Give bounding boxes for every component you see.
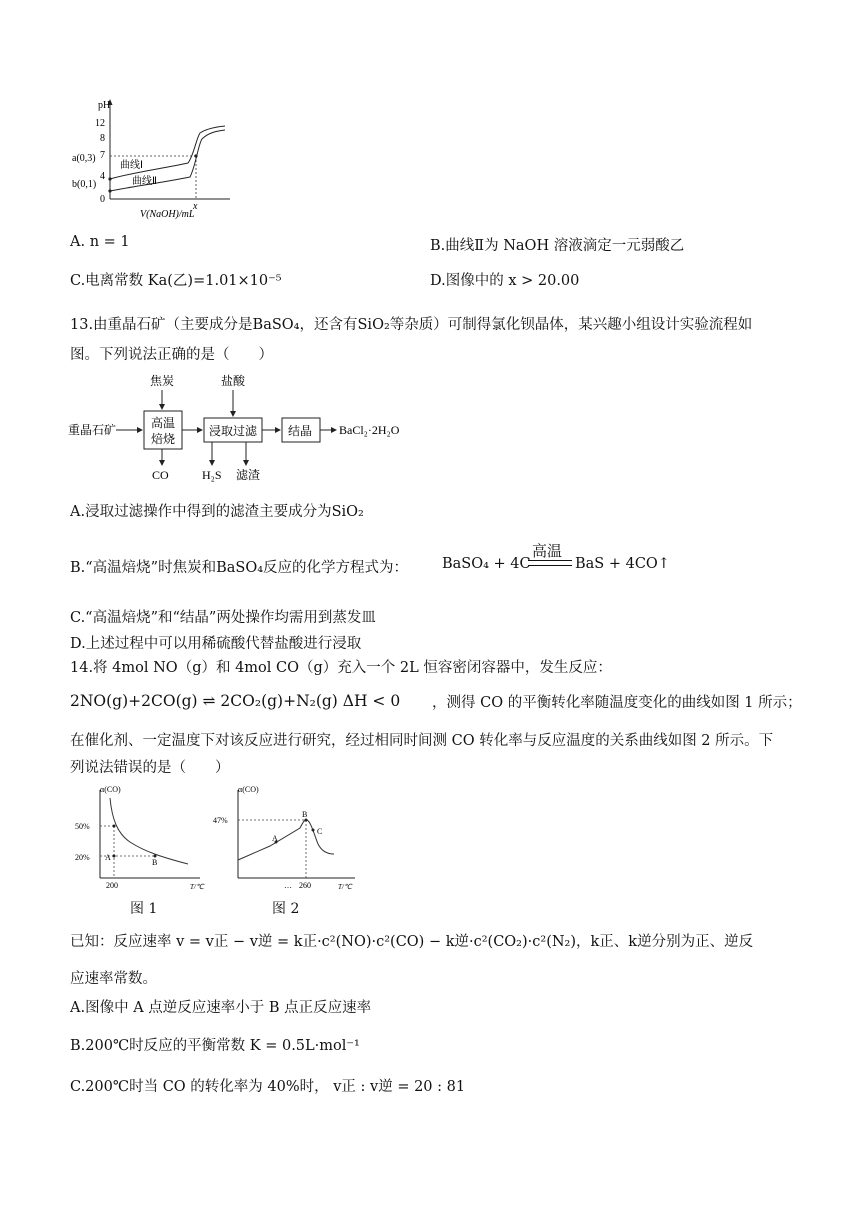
fig1-curve: [110, 798, 188, 864]
flow-output2b: 滤渣: [236, 468, 261, 482]
q12-curve1-label: 曲线Ⅰ: [120, 160, 143, 171]
q14-stem-line4: 列说法错误的是（ ）: [70, 760, 230, 776]
flow-output2a: H₂S: [202, 468, 222, 482]
q13-option-b-eq-right: BaS + 4CO↑: [575, 556, 670, 572]
q12-point-a: a(0,3): [72, 153, 96, 164]
fig2-point-a: A: [272, 834, 278, 843]
q14-figure-2: [210, 784, 360, 894]
q14-known-line1: 已知：反应速率 v = v正 − v逆 = k正·c²(NO)·c²(CO) − k逆·c²(CO₂)·c²(N₂)，k正、k逆分别为正、逆反: [70, 934, 754, 950]
q12-option-a: A. n = 1: [70, 234, 130, 250]
fig2-y-47: 47%: [213, 816, 228, 825]
q13-option-b-eq-sign: [528, 560, 572, 566]
q12-ytick-7: 7: [100, 150, 105, 161]
fig1-caption: 图 1: [130, 901, 158, 917]
q13-option-a: A.浸取过滤操作中得到的滤渣主要成分为SiO₂: [70, 504, 364, 520]
q13-option-b-eq-condition: 高温: [532, 542, 563, 560]
fig2-x-260: 260: [299, 881, 311, 890]
q14-stem-line3: 在催化剂、一定温度下对该反应进行研究，经过相同时间测 CO 转化率与反应温度的关系曲线如图 2 所示。下: [70, 733, 774, 749]
q12-titration-graph: [70, 95, 240, 225]
q14-known-line2: 应速率常数。: [70, 971, 157, 987]
q14-option-b: B.200℃时反应的平衡常数 K = 0.5L·mol⁻¹: [70, 1038, 360, 1054]
q12-option-d: D.图像中的 x > 20.00: [430, 273, 580, 289]
q12-ytick-4: 4: [100, 171, 105, 182]
q14-figure-1: [70, 784, 210, 894]
fig2-y-label: α(CO): [238, 785, 259, 794]
flow-box2-label: 浸取过滤: [209, 424, 258, 438]
fig1-y-20: 20%: [75, 853, 90, 862]
q14-equation: 2NO(g)+2CO(g) ⇌ 2CO₂(g)+N₂(g) ΔH < 0: [70, 692, 401, 710]
q13-stem-line2: 图。下列说法正确的是（ ）: [70, 347, 273, 363]
q12-curve2-label: 曲线Ⅱ: [132, 176, 157, 187]
q14-option-c: C.200℃时当 CO 的转化率为 40%时， v正 : v逆 = 20 : 81: [70, 1079, 466, 1095]
q13-option-b-prefix: B.“高温焙烧”时焦炭和BaSO₄反应的化学方程式为：: [70, 560, 409, 576]
fig1-x-200: 200: [106, 881, 118, 890]
flow-product: BaCl₂·2H₂O: [339, 423, 400, 437]
q12-ytick-8: 8: [100, 133, 105, 144]
flow-box1-line2: 焙烧: [151, 432, 176, 446]
flow-input2: 盐酸: [221, 374, 246, 388]
fig1-y-50: 50%: [75, 822, 90, 831]
q12-option-c: C.电离常数 Ka(乙)=1.01×10⁻⁵: [70, 273, 282, 289]
q13-option-c: C.“高温焙烧”和“结晶”两处操作均需用到蒸发皿: [70, 610, 376, 626]
q13-option-d: D.上述过程中可以用稀硫酸代替盐酸进行浸取: [70, 636, 362, 652]
q12-x-mark: x: [193, 201, 198, 212]
flow-start: 重晶石矿: [68, 423, 117, 437]
flow-box1-line1: 高温: [151, 416, 176, 430]
q13-option-b-eq-left: BaSO₄ + 4C: [442, 556, 531, 572]
fig2-x-label: T/℃: [338, 883, 352, 891]
q13-flow-diagram: [66, 372, 416, 484]
q12-y-axis-label: pH: [98, 100, 111, 111]
flow-box3-label: 结晶: [288, 424, 313, 438]
fig2-point-b: B: [302, 810, 308, 819]
q12-ytick-12: 12: [95, 118, 105, 129]
q12-curve-1: [110, 126, 225, 179]
flow-output1: CO: [152, 468, 169, 482]
q12-option-b: B.曲线Ⅱ为 NaOH 溶液滴定一元弱酸乙: [430, 238, 685, 254]
q14-option-a: A.图像中 A 点逆反应速率小于 B 点正反应速率: [70, 1000, 372, 1016]
fig1-point-b: B: [152, 858, 158, 867]
flow-input1: 焦炭: [150, 374, 175, 388]
fig2-x-dots: …: [284, 881, 292, 890]
fig1-point-a: A: [105, 853, 111, 862]
q12-point-b: b(0,1): [72, 179, 97, 190]
q12-x-axis-label: V(NaOH)/mL: [140, 209, 195, 220]
fig1-y-label: α(CO): [100, 785, 121, 794]
fig2-point-c: C: [317, 827, 323, 836]
q14-stem-line1: 14.将 4mol NO（g）和 4mol CO（g）充入一个 2L 恒容密闭容器中，发生反应：: [70, 660, 612, 676]
q13-stem-line1: 13.由重晶石矿（主要成分是BaSO₄，还含有SiO₂等杂质）可制得氯化钡晶体，某兴趣小组设计实验流程如: [70, 317, 753, 333]
q14-stem-line2-tail: ，测得 CO 的平衡转化率随温度变化的曲线如图 1 所示；: [432, 695, 802, 711]
fig2-caption: 图 2: [272, 901, 300, 917]
q12-ytick-0: 0: [100, 194, 105, 205]
fig2-curve: [238, 820, 334, 860]
fig1-x-label: T/℃: [190, 883, 204, 891]
